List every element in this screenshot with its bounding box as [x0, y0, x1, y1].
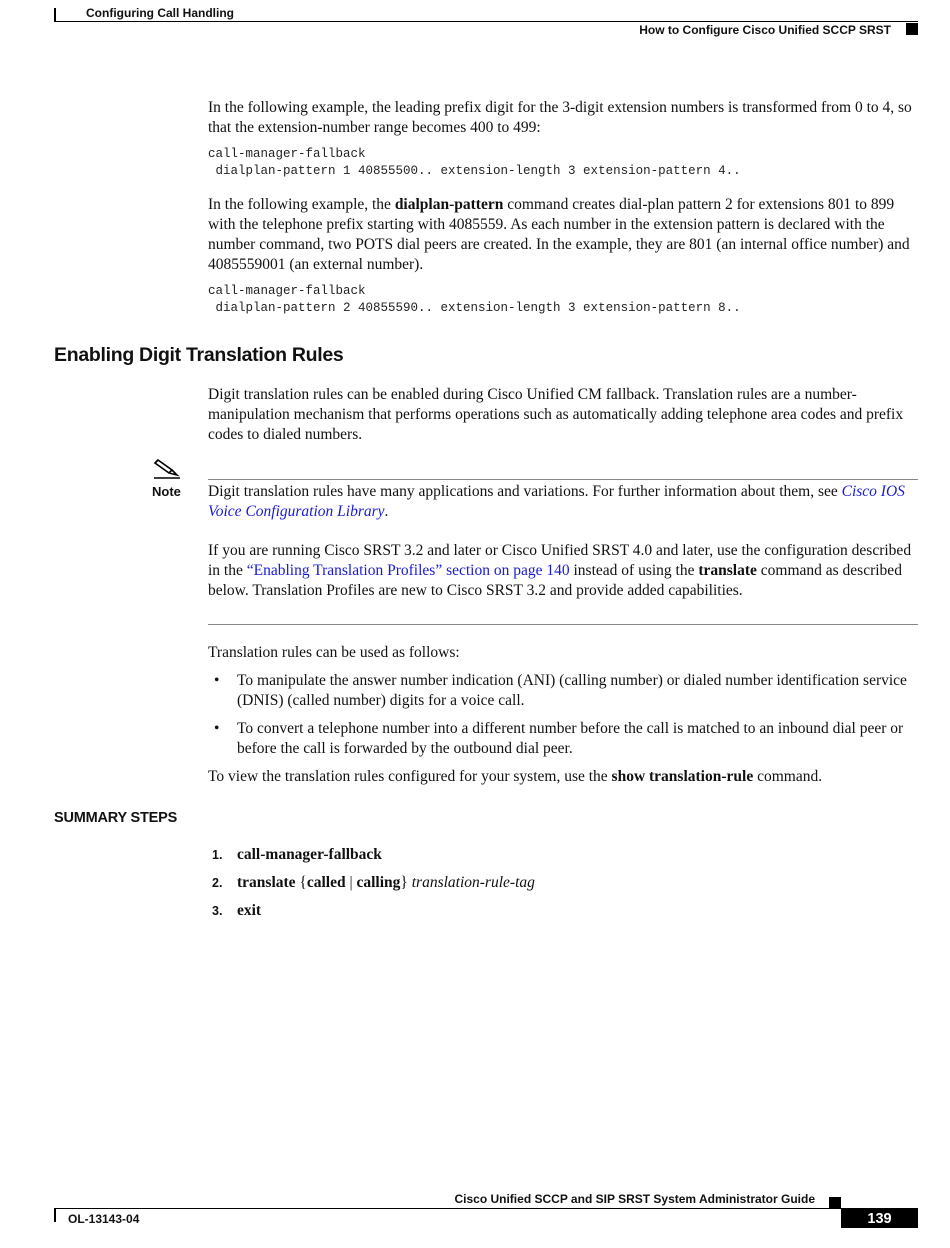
text-run: command creates dial-plan pattern 2 for extensions 801 to 899 with the telephone prefix starting with 4085559. As each number in the extension pattern is declared with the number command, two POTS dial peers are created. In the example, they are 801 (an internal office number) and 4085559001 (an external number).	[208, 196, 910, 273]
step-text	[237, 845, 382, 865]
keyword-option: calling	[356, 874, 401, 891]
note-paragraph-1	[208, 482, 916, 522]
list-item: To manipulate the answer number indication (ANI) (calling number) or dialed number identification service (DNIS) (called number) digits for a voice call.	[237, 672, 907, 709]
code-line: dialplan-pattern 2 40855590.. extension-length 3 extension-pattern 8..	[208, 301, 741, 315]
text-run: .	[384, 503, 389, 520]
footer-doc-id: OL-13143-04	[68, 1212, 140, 1226]
command-name: translate	[237, 874, 296, 891]
code-example-1	[208, 146, 741, 180]
pencil-note-icon	[152, 456, 182, 480]
text-run: instead of using the	[569, 562, 699, 579]
text-run: Digit translation rules have many applications and variations. For further information about them, see	[208, 483, 842, 500]
summary-steps-title: SUMMARY STEPS	[54, 810, 178, 826]
step-text	[237, 873, 535, 893]
intro-paragraph-1: In the following example, the leading prefix digit for the 3-digit extension numbers is transformed from 0 to 4, so that the extension-number range becomes 400 to 499:	[208, 99, 912, 136]
code-line: call-manager-fallback	[208, 147, 366, 161]
header-section: How to Configure Cisco Unified SCCP SRST	[639, 23, 891, 37]
translation-profiles-link[interactable]: “Enabling Translation Profiles” section on page 140	[246, 562, 570, 579]
section-title: Enabling Digit Translation Rules	[54, 344, 344, 366]
syntax-separator: |	[345, 874, 357, 891]
footer-left-tick	[54, 1209, 56, 1222]
text-run: If you are running Cisco SRST 3.2 and later or Cisco Unified SRST 4.0 and later, use the configuration described in the	[208, 542, 912, 579]
text-run: command.	[753, 768, 823, 785]
page-number: 139	[841, 1209, 918, 1228]
text-run: To view the translation rules configured for your system, use the	[208, 768, 612, 785]
step-number: 1.	[212, 848, 223, 862]
command-name: translate	[698, 562, 757, 579]
code-line: dialplan-pattern 1 40855500.. extension-length 3 extension-pattern 4..	[208, 164, 741, 178]
footer-rule	[54, 1208, 918, 1209]
list-item: To convert a telephone number into a different number before the call is matched to an inbound dial peer or before the call is forwarded by the outbound dial peer.	[237, 720, 904, 757]
code-line: call-manager-fallback	[208, 284, 366, 298]
step-number: 3.	[212, 904, 223, 918]
header-marker	[906, 23, 918, 35]
argument: translation-rule-tag	[411, 874, 535, 891]
bullet: •	[214, 672, 220, 689]
note-label: Note	[152, 484, 181, 499]
syntax-brace: {	[295, 874, 307, 891]
section-intro: Digit translation rules can be enabled during Cisco Unified CM fallback. Translation rules are a number-manipulation mechanism that performs operations such as automatically adding telephone area codes and prefix codes to dialed numbers.	[208, 386, 904, 443]
header-left-tick	[54, 8, 56, 21]
footer-guide-title: Cisco Unified SCCP and SIP SRST System Administrator Guide	[454, 1192, 815, 1206]
text-run: command as described below. Translation Profiles are new to Cisco SRST 3.2 and provide added capabilities.	[208, 562, 902, 599]
view-rules-paragraph	[208, 767, 916, 787]
step-number: 2.	[212, 876, 223, 890]
code-example-2	[208, 283, 741, 317]
bullet: •	[214, 720, 220, 737]
step-text	[237, 901, 261, 921]
note-rule-top	[208, 479, 918, 480]
syntax-brace: }	[400, 874, 412, 891]
text-run: In the following example, the	[208, 196, 395, 213]
command-name: dialplan-pattern	[394, 196, 504, 213]
uses-intro: Translation rules can be used as follows:	[208, 644, 460, 661]
note-paragraph-2	[208, 541, 916, 601]
header-chapter: Configuring Call Handling	[86, 6, 234, 20]
intro-paragraph-2	[208, 195, 916, 275]
keyword-option: called	[306, 874, 346, 891]
command-name: call-manager-fallback	[237, 846, 382, 863]
header-rule	[54, 21, 918, 22]
command-name: show translation-rule	[611, 768, 754, 785]
note-rule-bottom	[208, 624, 918, 625]
library-link[interactable]: Cisco IOS Voice Configuration Library	[208, 483, 905, 520]
command-name: exit	[237, 902, 262, 919]
